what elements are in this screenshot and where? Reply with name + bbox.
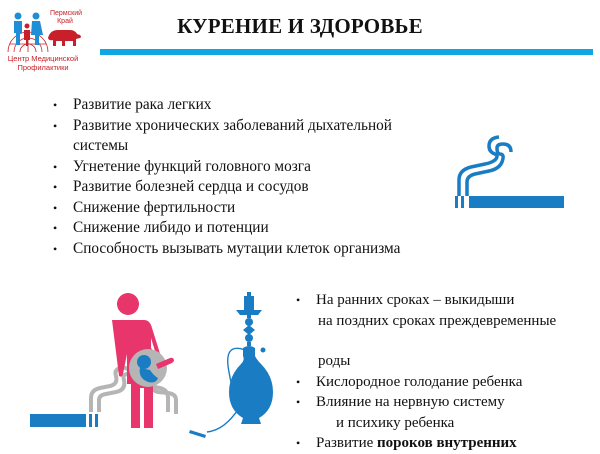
- bullet-icon: •: [53, 241, 58, 256]
- cigarette-icon: [30, 414, 98, 427]
- logo-org-text: Центр Медицинской Профилактики: [7, 54, 79, 72]
- bullet-icon: •: [296, 395, 301, 409]
- list-item: • Кислородное голодание ребенка: [296, 372, 600, 393]
- hookah-icon: [189, 292, 273, 438]
- list-item: • Угнетение функций головного мозга: [53, 157, 453, 178]
- list-item: • Снижение либидо и потенции: [53, 218, 453, 239]
- bullet-icon: •: [53, 200, 58, 215]
- organization-logo: [4, 4, 84, 72]
- logo-region-text: Пермский Край: [50, 10, 83, 25]
- bullet-icon: •: [53, 159, 58, 174]
- bullet-icon: •: [53, 180, 58, 194]
- bullet-icon: •: [296, 293, 301, 307]
- bullet-icon: •: [53, 221, 58, 235]
- cigarette-icon: [455, 130, 585, 210]
- list-item: • Развитие болезней сердца и сосудов: [53, 177, 453, 198]
- bullet-icon: •: [296, 436, 301, 450]
- list-item: • Развитие хронических заболеваний дыхательной системы: [53, 116, 392, 154]
- pregnancy-effects-list: [296, 290, 600, 454]
- bullet-icon: •: [296, 374, 301, 389]
- smoke-icon: [91, 368, 130, 413]
- bullet-icon: •: [53, 98, 58, 112]
- list-item: • Снижение фертильности: [53, 198, 453, 219]
- list-item: • Развитие пороков внутренних: [296, 433, 600, 454]
- pregnancy-smoking-illustration: [0, 290, 280, 450]
- page-title: КУРЕНИЕ И ЗДОРОВЬЕ: [177, 14, 423, 38]
- fetus-icon: [129, 349, 174, 387]
- title-underline: [100, 49, 593, 55]
- list-item: • На ранних сроках – выкидыши на поздних сроках преждевременные роды: [296, 292, 557, 369]
- smoking-effects-list: [53, 95, 453, 259]
- list-item: • Влияние на нервную систему и психику ребенка: [296, 394, 505, 431]
- bullet-icon: •: [53, 118, 58, 133]
- list-item: • Способность вызывать мутации клеток организма: [53, 239, 453, 260]
- list-item: • Развитие рака легких: [53, 95, 453, 116]
